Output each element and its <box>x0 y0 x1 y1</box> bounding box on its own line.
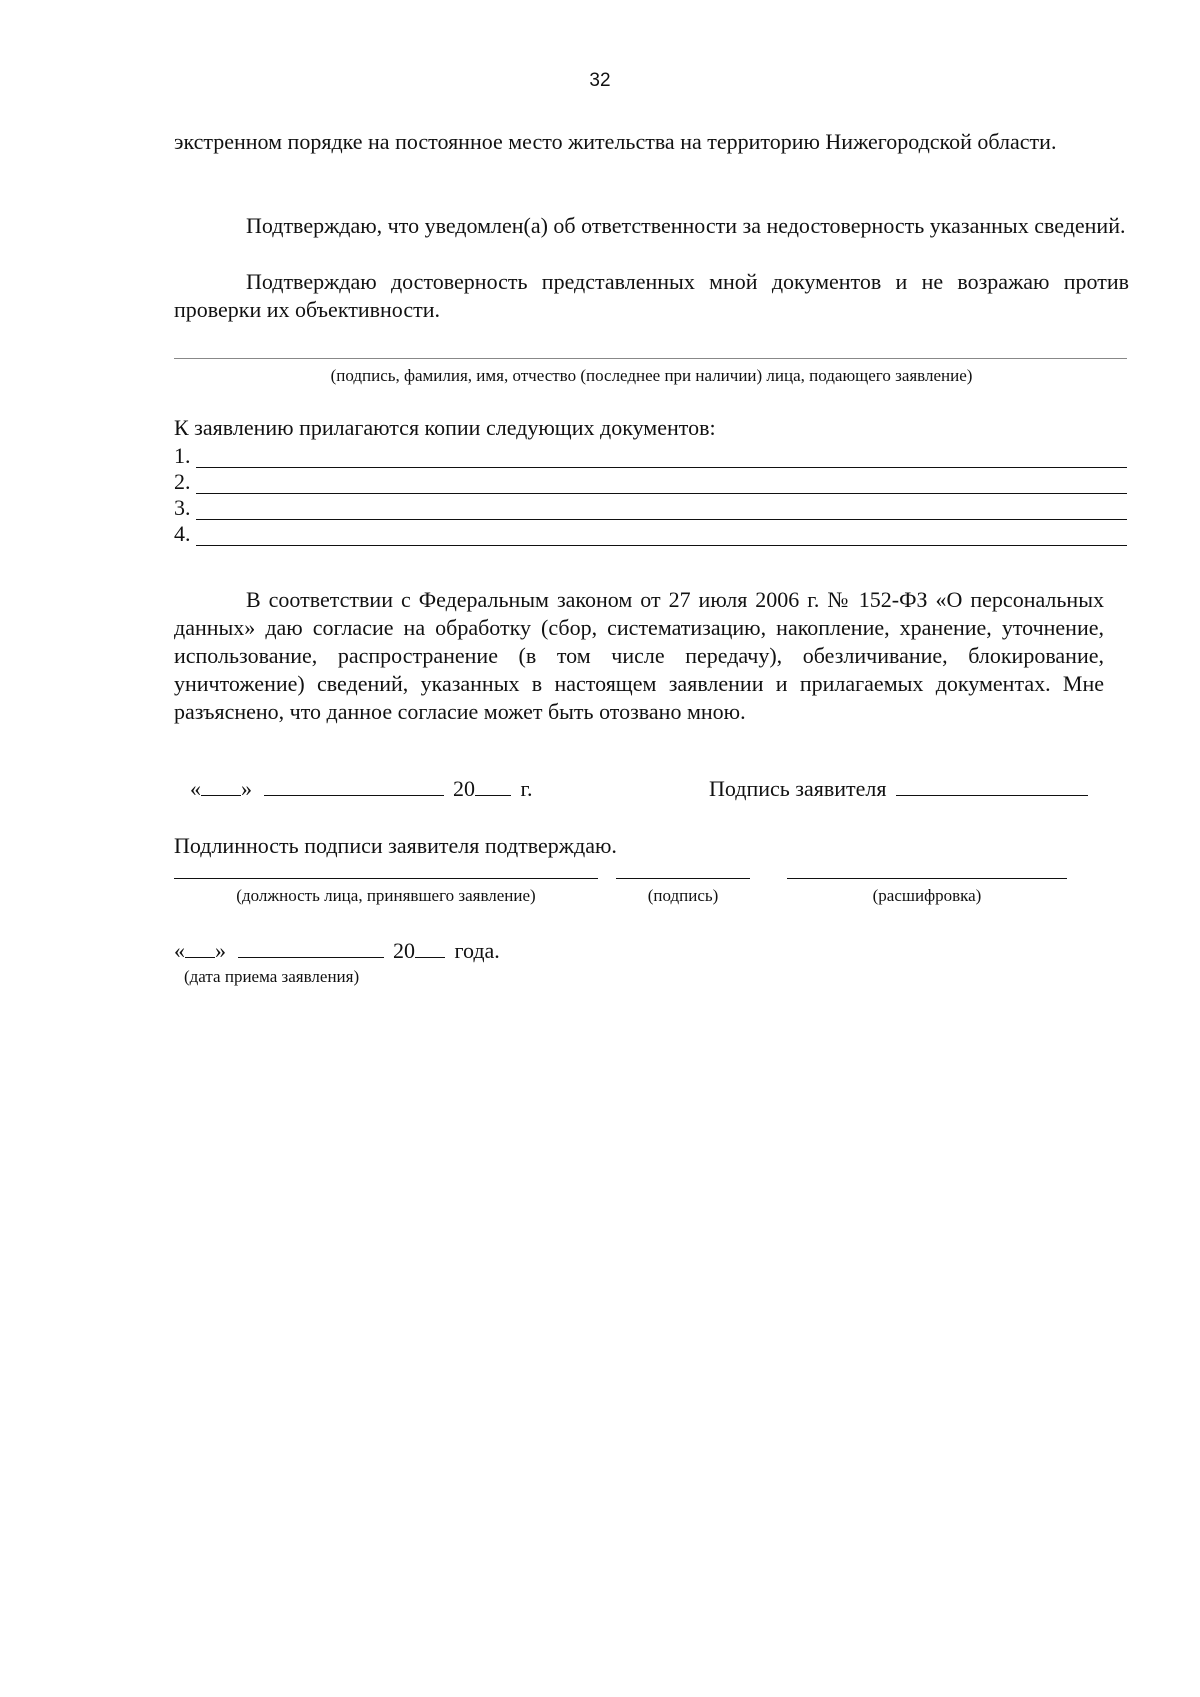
month-field[interactable] <box>264 775 444 796</box>
attachment-number: 4. <box>174 521 191 546</box>
applicant-signature-field[interactable] <box>896 775 1088 796</box>
responsibility-confirmation: Подтверждаю, что уведомлен(а) об ответственности за недостоверность указанных сведений. <box>246 213 1126 238</box>
attachment-item[interactable] <box>174 520 1127 546</box>
day-field[interactable] <box>201 775 241 796</box>
page-number: 32 <box>589 70 611 91</box>
decoding-caption: (расшифровка) <box>872 886 982 905</box>
attachments-heading: К заявлению прилагаются копии следующих документов: <box>174 415 716 440</box>
attachments-list <box>174 442 1127 546</box>
attachment-item[interactable] <box>174 468 1127 494</box>
receipt-month-field[interactable] <box>238 937 384 958</box>
position-caption: (должность лица, принявшего заявление) <box>236 886 536 905</box>
authenticity-text: Подлинность подписи заявителя подтверждаю. <box>174 833 617 858</box>
attachment-number: 1. <box>174 443 191 468</box>
applicant-signature-label: Подпись заявителя <box>709 776 887 801</box>
receipt-caption: (дата приема заявления) <box>184 967 360 986</box>
attachment-item[interactable] <box>174 494 1127 520</box>
continuation-paragraph: экстренном порядке на постоянное место жительства на территорию Нижегородской области. <box>174 129 1057 154</box>
receipt-date: « » 20 года. <box>174 938 500 963</box>
signature-caption: (подпись, фамилия, имя, отчество (последнее при наличии) лица, подающего заявление) <box>330 366 973 385</box>
application-date: « » 20 г. <box>190 776 533 801</box>
attachment-number: 2. <box>174 469 191 494</box>
signature-line <box>174 358 1127 359</box>
signature-caption-small: (подпись) <box>647 886 719 905</box>
position-line[interactable] <box>174 878 598 879</box>
receipt-year-field[interactable] <box>415 937 445 958</box>
attachment-number: 3. <box>174 495 191 520</box>
consent-paragraph: В соответствии с Федеральным законом от 27 июля 2006 г. № 152-ФЗ «О персональных данных» даю согласие на обработку (сбор, систематизацию, накопление, хранение, уточнение, использование, распространение (в том числе передачу), обезличивание, блокирование, уничтожение) сведений, указанных в настоящем заявлении и прилагаемых документах. Мне разъяснено, что данное согласие может быть отозвано мною. <box>174 587 1104 724</box>
attachment-item[interactable] <box>174 442 1127 468</box>
documents-confirmation: Подтверждаю достоверность представленных мной документов и не возражаю против проверки их объективности. <box>174 269 1129 322</box>
year-field[interactable] <box>475 775 511 796</box>
applicant-signature <box>709 775 1088 803</box>
signature-line[interactable] <box>616 878 750 879</box>
receipt-day-field[interactable] <box>185 937 215 958</box>
decoding-line[interactable] <box>787 878 1067 879</box>
